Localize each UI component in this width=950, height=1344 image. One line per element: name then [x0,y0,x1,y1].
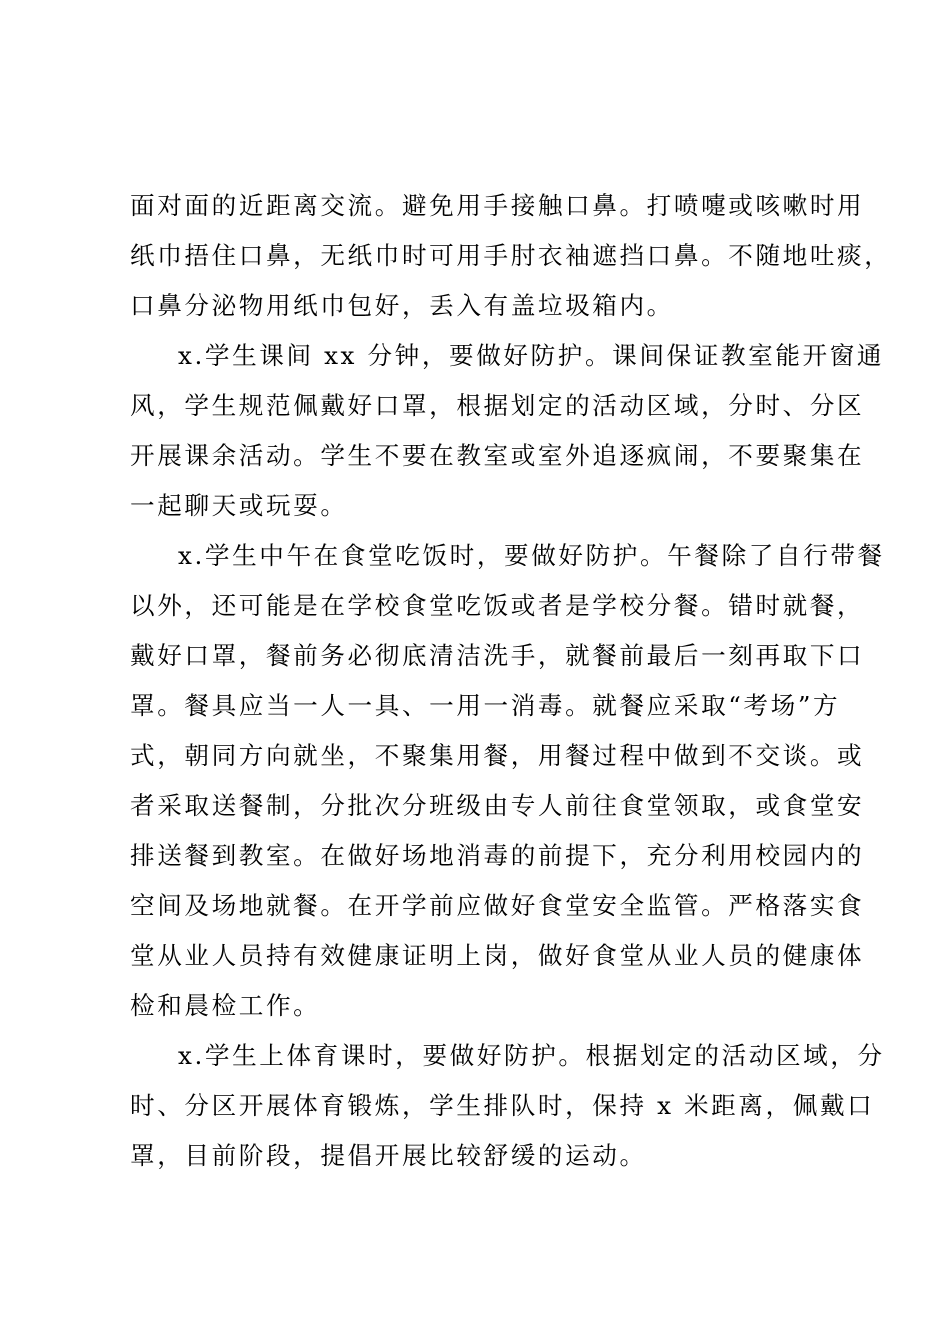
text-line: 一起聊天或玩耍。 [130,491,348,520]
text-line: 者采取送餐制，分批次分班级由专人前往食堂领取，或食堂安 [130,791,865,820]
text-line: 罩，目前阶段，提倡开展比较舒缓的运动。 [130,1141,647,1170]
text-line: 口鼻分泌物用纸巾包好，丢入有盖垃圾箱内。 [130,291,674,320]
paragraph-first-line: x.学生中午在食堂吃饭时，要做好防护。午餐除了自行带餐 [178,541,885,570]
text-line: 排送餐到教室。在做好场地消毒的前提下，充分利用校园内的 [130,841,865,870]
text-line: 空间及场地就餐。在开学前应做好食堂安全监管。严格落实食 [130,891,865,920]
paragraph-first-line: x.学生上体育课时，要做好防护。根据划定的活动区域，分 [178,1041,885,1070]
text-line: 时、分区开展体育锻炼，学生排队时，保持 x 米距离，佩戴口 [130,1091,875,1120]
paragraph-first-line: x.学生课间 xx 分钟，要做好防护。课间保证教室能开窗通 [178,341,885,370]
text-line: 堂从业人员持有效健康证明上岗，做好食堂从业人员的健康体 [130,941,865,970]
text-line: 开展课余活动。学生不要在教室或室外追逐疯闹，不要聚集在 [130,441,865,470]
text-line: 面对面的近距离交流。避免用手接触口鼻。打喷嚏或咳嗽时用 [130,191,865,220]
text-line: 纸巾捂住口鼻，无纸巾时可用手肘衣袖遮挡口鼻。不随地吐痰， [130,241,892,270]
text-line: 以外，还可能是在学校食堂吃饭或者是学校分餐。错时就餐， [130,591,865,620]
text-line: 风，学生规范佩戴好口罩，根据划定的活动区域，分时、分区 [130,391,865,420]
text-line: 检和晨检工作。 [130,991,321,1020]
text-line: 戴好口罩，餐前务必彻底清洁洗手，就餐前最后一刻再取下口 [130,641,865,670]
text-line: 式，朝同方向就坐，不聚集用餐，用餐过程中做到不交谈。或 [130,741,865,770]
text-line: 罩。餐具应当一人一具、一用一消毒。就餐应采取“考场”方 [130,691,841,720]
